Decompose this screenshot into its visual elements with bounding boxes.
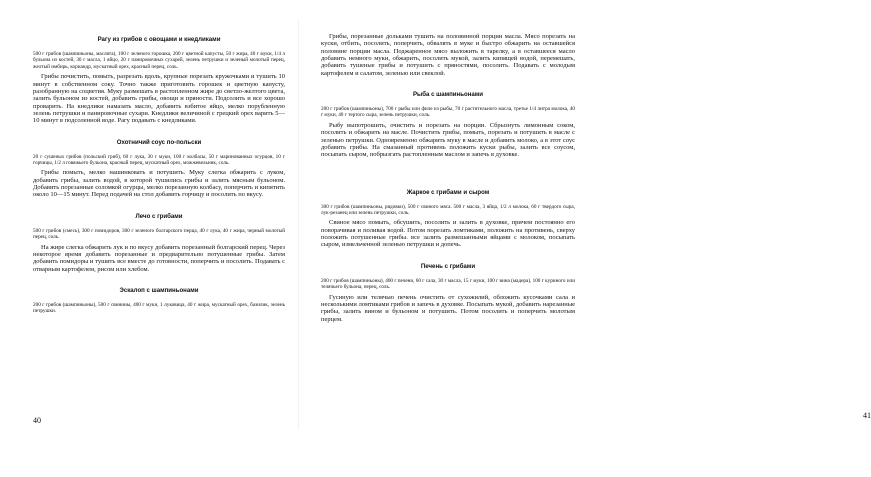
recipe-ingredients: 500 г грибов (смесь), 300 г помидоров, 300 г зеленого болгарского перца, 40 г лука, 40 г жира, черный молотый перец, соль. xyxy=(33,227,285,241)
recipe-text: Рыбу выпотрошить, очистить и порезать на порции. Сбрызнуть лимонным соком, посолить и обжарить на масле. Почистить грибы, помыть, порезать и потушить в масле с зеленью петрушки. Одновременно обжарить муку в масле и добавить молоко, а в этот соус добавить грибы. На смазанный противень положить куски рыбы, залить все соусом, посыпать сыром, побрызгать растопленным маслом и запечь в духовке. xyxy=(321,121,575,159)
recipe-ingredients: 200 г грибов (шампиньоны), 500 г свинины, 400 г муки, 1 луковица, 40 г жира, мускатный орех, базилик, зелень петрушки. xyxy=(33,302,285,315)
recipe-text: Грибы почистить, помыть, разрезать вдоль, крупные порезать кружочками и тушить 10 минут в собственном соку. Точно также приготовить горошек и цветную капусту, разобранную на соцветия. Муку размешать в растопленном жире до светло-желтого цвета, залить бульоном из костей, добавить грибы, овощи и пряности. Подсолить и все хорошо проварить. На кнедлики намазать масло, добавить взбитое яйцо, мелко порубленную зелень петрушки и панировочные сухари. Кнедлики величиной с грецкий орех варить 5—10 минут в подсоленной воде. Рагу подавать с кнедликами. xyxy=(33,73,285,125)
recipe-text: Грибы, порезанные дольками тушить на половинной порции масла. Мясо порезать на куски, отбить, посолить, поперчить, обвалять в муке и быстро обжарить на оставшейся половине порции масла. Поджаренное мясо выложить в тарелку, а в оставшееся масло добавить немного муки, обжарить, посолить мукой, залить кипящей водой, перемешать, добавить тушеные грибы и потушить с пряностями, посолить. Подавать с молодым картофелем и салатом, зеленью или свеклой. xyxy=(321,33,575,77)
page-fold xyxy=(298,20,299,430)
recipe-title: Рыба с шампиньонами xyxy=(412,91,484,99)
recipe-ingredients: 200 г грибов (шампиньоны), 400 г печени, 60 г сала, 30 г масла, 15 г муки, 100 г вина (мадера), 100 г куриного или телячьего бульона, перец, соль. xyxy=(321,277,575,291)
recipe-text: На жире слегка обжарить лук и по вкусу добавить порезанный болгарский перец. Через некоторое время добавить порезанные и предварительно потушенные грибы. Затем добавить помидоры и тушить все вместе до готовности, поперчить и посолить. Подавать с отварным картофелем, рисом или хлебом. xyxy=(33,243,285,273)
recipe-text: Гусиную или телячью печень очистить от сухожилий, обложить кусочками сала и несколькими ломтиками грибов и запечь в духовке. Посыпать мукой, добавить нарезанные грибы, залить вином и бульоном и потушить. Потом посолить и поперчить молотым перцем. xyxy=(321,293,575,323)
recipe-title: Охотничий соус по-польски xyxy=(116,138,202,146)
recipe-title: Рагу из грибов с овощами и кнедликами xyxy=(97,36,221,43)
page-number: 40 xyxy=(33,416,41,425)
left-page xyxy=(0,0,298,477)
recipe-text: Свиное мясо помыть, обсушить, посолить и залить в духовке, причем постоянно его поворачивая и поливая водой. Потом порезать ломтиками, положить на противень, сверху положить потушенные грибы. все залить размешанными яйцами с молоком, посыпать сыром, измельченной зеленью петрушки и допечь. xyxy=(321,219,575,249)
recipe-title: Жаркое с грибами и сыром xyxy=(406,188,490,196)
recipe-text: Грибы помыть, мелко нашинковать и потушить. Муку слегка обжарить с луком, добавить грибы, залить водой, в которой тушились грибы и залить мясным бульоном. Добавить порезанные соломкой огурцы, мелко порезанную колбасу, поперчить и кипятить около 10—15 минут. Перед подачей на стол добавить горчицу и посолить по вкусу. xyxy=(33,169,285,199)
left-page-content xyxy=(33,36,285,318)
page-number: 41 xyxy=(863,411,871,420)
recipe-ingredients: 20 г сушеных грибов (польский гриб), 60 г лука, 30 г муки, 100 г колбасы, 50 г маринованных огурцов, 10 г горчицы, 1/2 л говяжьего бульона, красный перец, мускатный орех, можжевельник, соль. xyxy=(33,153,285,167)
right-page xyxy=(300,0,871,477)
right-page-content xyxy=(321,33,575,323)
recipe-ingredients: 300 г грибов (шампиньоны, рядовки), 500 г свиного мяса. 500 г масла, 3 яйца, 1/2 л молока, 60 г твердого сыра, лук-резанец или зелень петрушки, соль. xyxy=(321,203,575,216)
recipe-title: Печень с грибами xyxy=(420,262,476,270)
recipe-title: Эскалоп с шампиньонами xyxy=(119,287,199,294)
recipe-ingredients: 500 г грибов (шампиньоны, маслята), 100 г зеленого горошка, 200 г цветной капусты, 50 г жира, 40 г муки, 1/4 л бульона из костей, 30 г масла, 1 яйцо, 20 г панировочных сухарей, зелень петрушки и зеленый молотый перец, желтый имбирь, кориандр, мускатный орех, красный перец, соль. xyxy=(33,51,285,70)
recipe-title: Лечо с грибами xyxy=(135,212,183,220)
recipe-ingredients: 200 г грибов (шампиньоны), 700 г рыбы или филе из рыбы, 70 г растительного масла, третье 1/4 литра молока, 40 г муки, 40 г тертого сыра, зелень петрушки, соль. xyxy=(321,106,575,119)
